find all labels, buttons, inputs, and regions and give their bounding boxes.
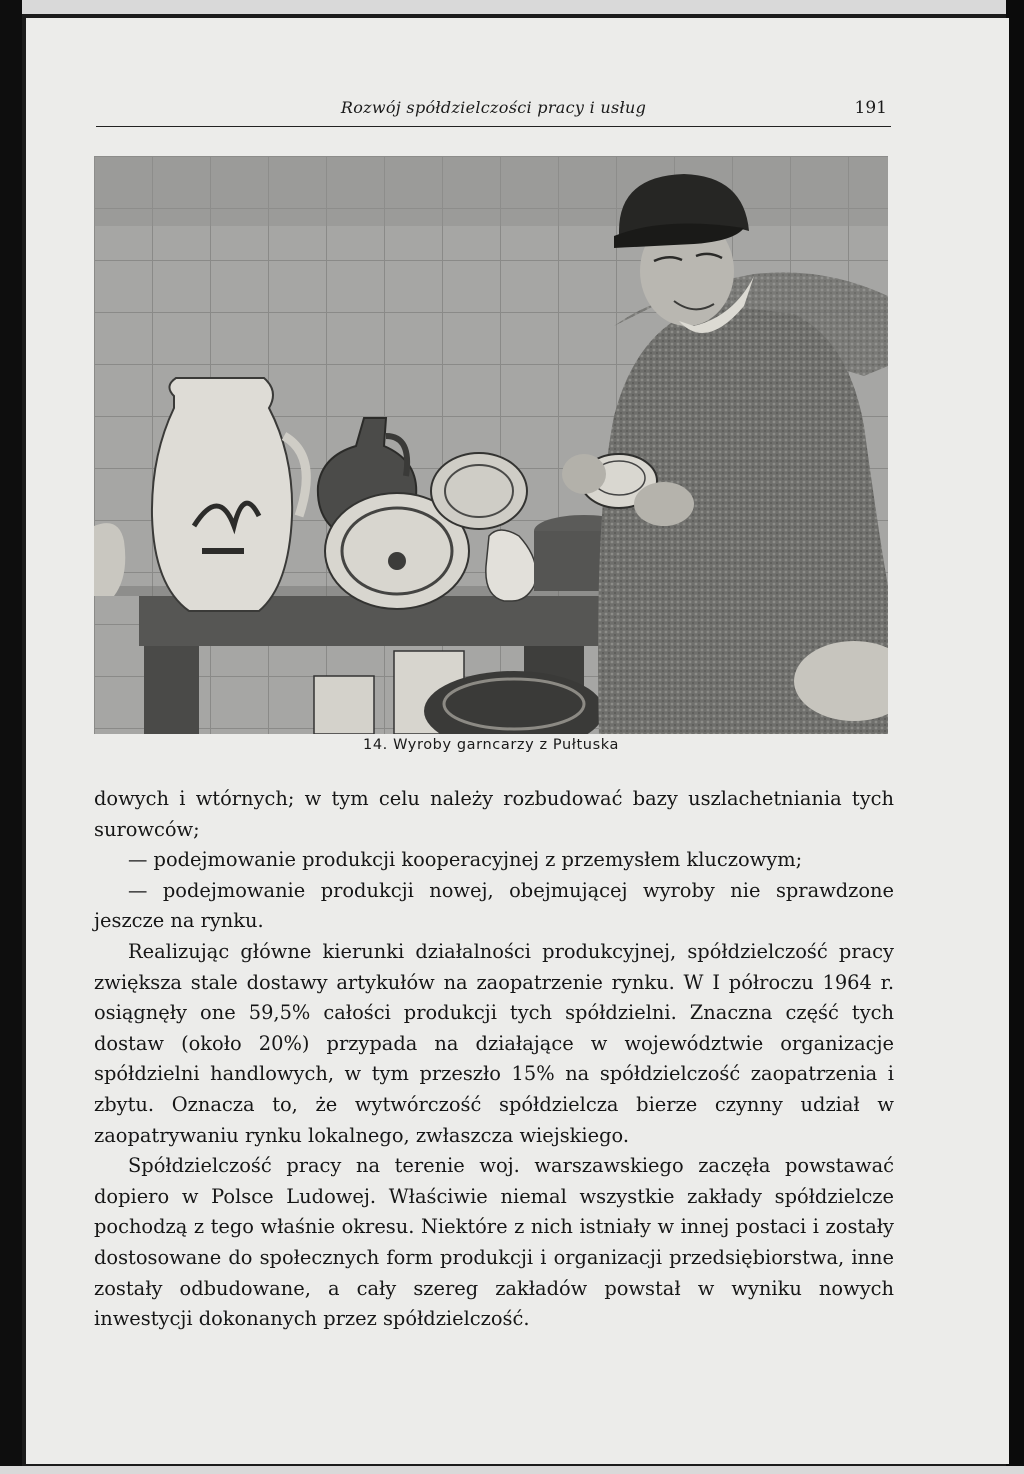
list-item-new-production: — podejmowanie produkcji nowej, obejmującej wyroby nie sprawdzone jeszcze na rynku.: [94, 878, 894, 933]
book-page: [26, 18, 1009, 1464]
photo-illustration: [94, 156, 888, 734]
scan-border-bottom: [0, 1466, 1024, 1474]
paragraph-continuation: dowych i wtórnych; w tym celu należy rozbudować bazy uszlachetniania tych surowców;: [94, 787, 894, 841]
pottery-photograph: [94, 156, 888, 734]
scan-border-top: [0, 0, 1024, 14]
header-title: Rozwój spółdzielczości pracy i usług: [340, 98, 647, 117]
paragraph-production: Realizując główne kierunki działalności produkcyjnej, spółdzielczość pracy zwiększa stale dostawy artykułów na zaopatrzenie rynku. W I półroczu 1964 r. osiągnęły one 59,5% całości produkcji tych spółdzielni. Znaczna część tych dostaw (około 20%) przypada na działające w województwie organizacje spółdzielni handlowych, w tym przeszło 15% na spółdzielczość zaopatrzenia i zbytu. Oznacza to, że wytwórczość spółdzielcza bierze czynny udział w zaopatrywaniu rynku lokalnego, zwłaszcza wiejskiego.: [94, 939, 894, 1147]
page-number: 191: [854, 98, 887, 118]
running-header: [96, 96, 891, 127]
scan-border-left: [0, 0, 22, 1474]
body-text: [94, 784, 894, 1335]
paragraph-history: Spółdzielczość pracy na terenie woj. warszawskiego zaczęła powstawać dopiero w Polsce Ludowej. Właściwie niemal wszystkie zakłady spółdzielcze pochodzą z tego właśnie okresu. Niektóre z nich istniały w innej postaci i zostały dostosowane do społecznych form produkcji i organizacji przedsiębiorstwa, inne zostały odbudowane, a cały szereg zakładów powstał w wyniku nowych inwestycji dokonanych przez spółdzielczość.: [94, 1154, 894, 1331]
figure-caption: 14. Wyroby garncarzy z Pułtuska: [363, 737, 619, 753]
list-item-cooperation: — podejmowanie produkcji kooperacyjnej z przemysłem kluczowym;: [128, 848, 803, 872]
